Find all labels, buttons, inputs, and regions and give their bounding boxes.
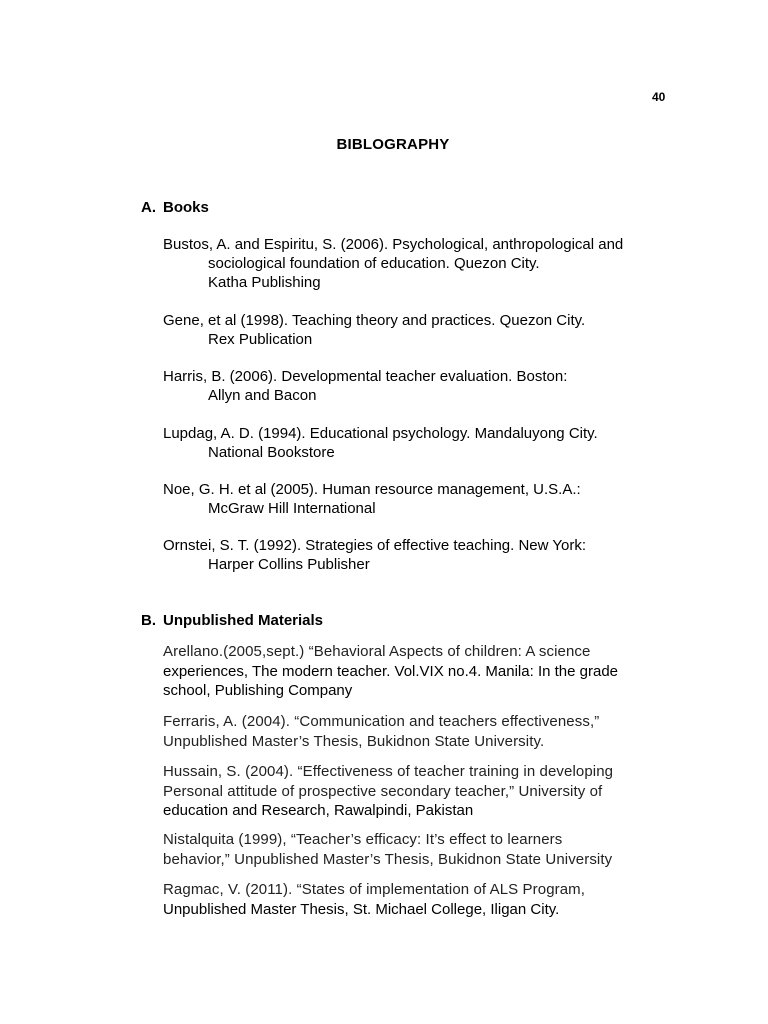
book-entry	[163, 536, 703, 574]
entry-line: Ragmac, V. (2011). “States of implementation of ALS Program,	[163, 881, 586, 898]
entry-line: Hussain, S. (2004). “Effectiveness of teacher training in developing	[163, 763, 614, 780]
entry-line: Unpublished Master Thesis, St. Michael College, Iligan City.	[163, 900, 560, 918]
book-entry	[163, 480, 703, 518]
unpublished-entry	[163, 762, 663, 821]
book-entry-first-line: Lupdag, A. D. (1994). Educational psychology. Mandaluyong City.	[163, 425, 598, 442]
entry-line: experiences, The modern teacher. Vol.VIX no.4. Manila: In the grade	[163, 662, 619, 680]
unpublished-entry	[163, 712, 663, 751]
section-letter: A.	[141, 199, 156, 216]
book-entry	[163, 424, 703, 462]
entry-line: behavior,” Unpublished Master’s Thesis, Bukidnon State University	[163, 850, 613, 868]
book-entry-continuation: National Bookstore	[208, 444, 335, 461]
book-entry-continuation: McGraw Hill International	[208, 500, 376, 517]
entry-line: Arellano.(2005,sept.) “Behavioral Aspects of children: A science	[163, 643, 591, 660]
book-entry-first-line: Noe, G. H. et al (2005). Human resource management, U.S.A.:	[163, 481, 581, 498]
book-entry	[163, 367, 703, 405]
book-entry	[163, 235, 703, 292]
section-letter: B.	[141, 612, 156, 629]
book-entry-continuation: Rex Publication	[208, 331, 313, 348]
entry-line: Ferraris, A. (2004). “Communication and teachers effectiveness,”	[163, 713, 600, 730]
page-number: 40	[652, 90, 666, 104]
book-entry	[163, 311, 703, 349]
entry-line: Personal attitude of prospective secondary teacher,” University of	[163, 782, 603, 800]
entry-line: Nistalquita (1999), “Teacher’s efficacy: It’s effect to learners	[163, 831, 563, 848]
book-entry-first-line: Bustos, A. and Espiritu, S. (2006). Psychological, anthropological and	[163, 236, 624, 253]
book-entry-continuation: Harper Collins Publisher	[208, 556, 370, 573]
book-entry-continuation: Allyn and Bacon	[208, 387, 317, 404]
entry-line: school, Publishing Company	[163, 682, 353, 699]
book-entry-first-line: Ornstei, S. T. (1992). Strategies of effective teaching. New York:	[163, 537, 587, 554]
section-title: Books	[163, 199, 209, 216]
book-entry-continuation: Katha Publishing	[208, 274, 321, 291]
section-heading-unpublished	[141, 612, 323, 629]
book-entry-first-line: Harris, B. (2006). Developmental teacher evaluation. Boston:	[163, 368, 568, 385]
unpublished-entry	[163, 642, 663, 701]
unpublished-entry	[163, 830, 663, 869]
page-title: BIBLOGRAPHY	[336, 136, 450, 153]
unpublished-entry	[163, 880, 663, 919]
book-entry-first-line: Gene, et al (1998). Teaching theory and practices. Quezon City.	[163, 312, 586, 329]
section-heading-books	[141, 199, 209, 216]
section-title: Unpublished Materials	[163, 612, 324, 629]
entry-line: education and Research, Rawalpindi, Pakistan	[163, 802, 474, 819]
entry-line: Unpublished Master’s Thesis, Bukidnon State University.	[163, 732, 545, 750]
book-entry-continuation: sociological foundation of education. Quezon City.	[208, 255, 540, 272]
